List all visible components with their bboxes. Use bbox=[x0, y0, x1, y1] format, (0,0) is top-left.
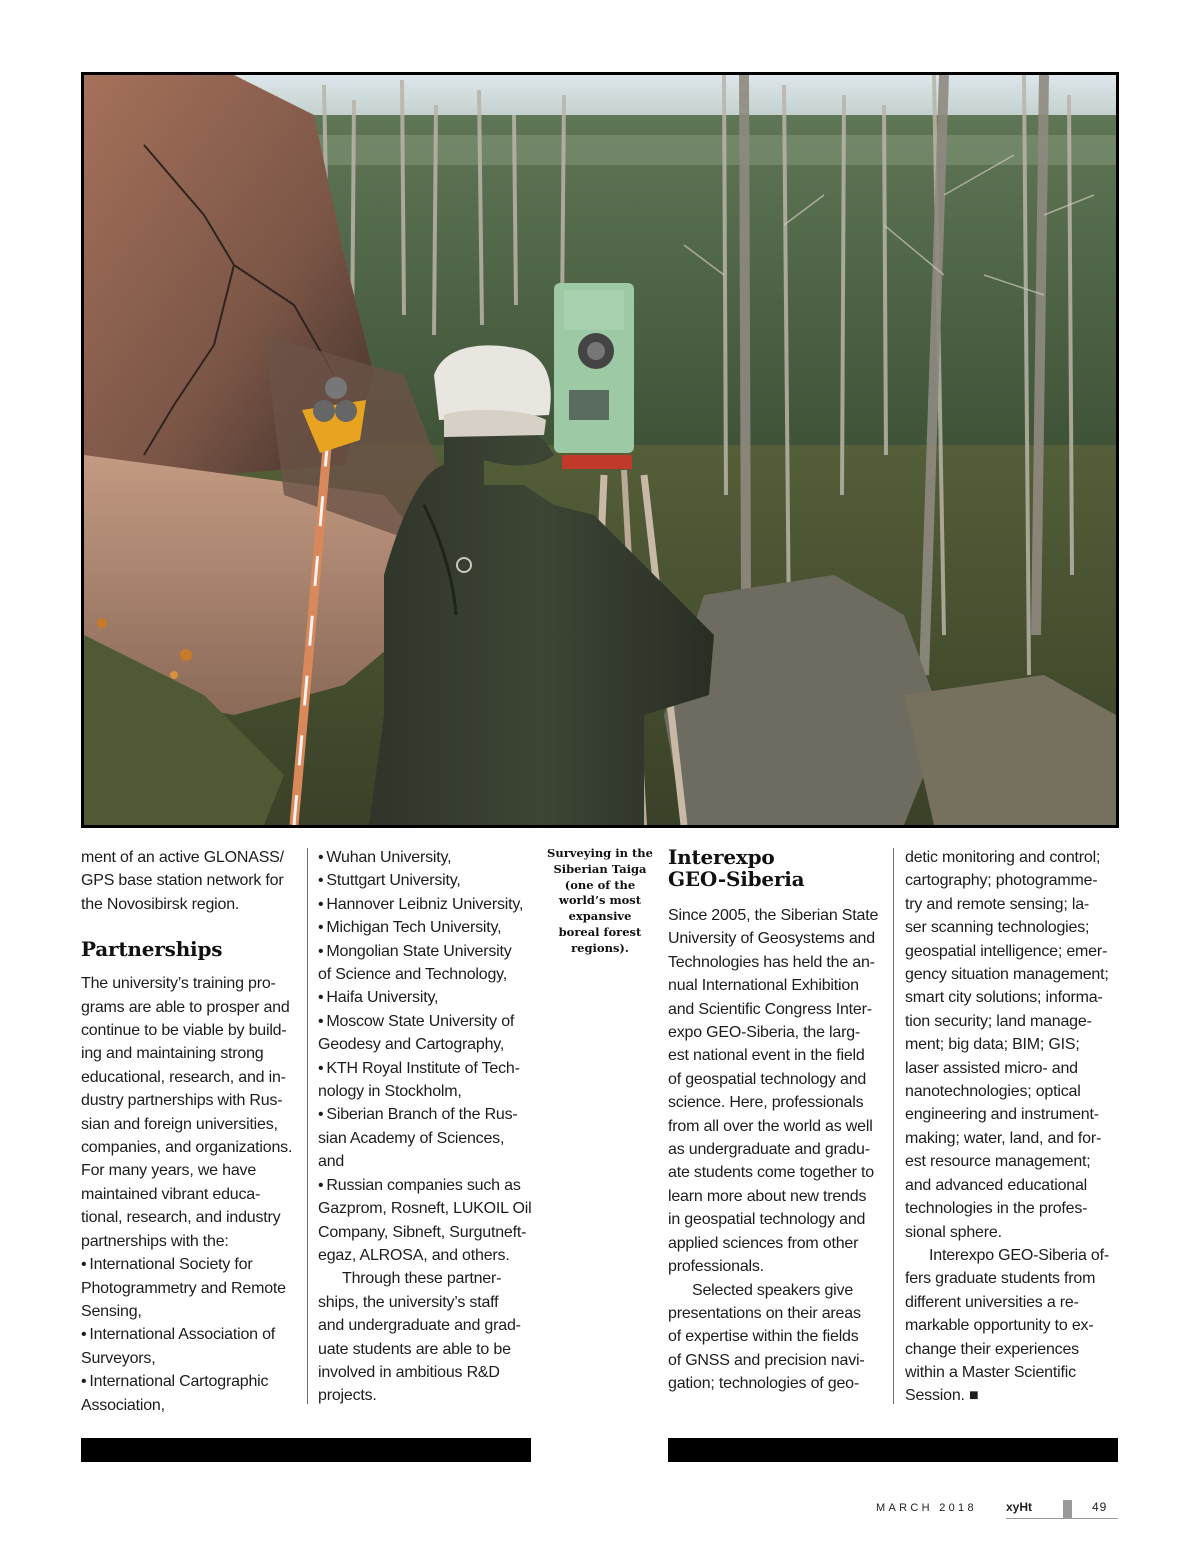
body-line: as undergraduate and gradu- bbox=[668, 1141, 870, 1159]
body-line: try and remote sensing; la- bbox=[905, 895, 1090, 913]
body-line: ment; big data; BIM; GIS; bbox=[905, 1036, 1080, 1054]
body-line: fers graduate students from bbox=[905, 1270, 1096, 1288]
list-item: • Michigan Tech University, bbox=[318, 916, 532, 939]
body-line: Selected speakers give bbox=[692, 1281, 854, 1299]
body-line: ing and maintaining strong bbox=[81, 1045, 264, 1063]
list-item: • Haifa University, bbox=[318, 986, 532, 1009]
body-line: of expertise within the fields bbox=[668, 1328, 859, 1346]
list-item-continued: Company, Sibneft, Surgutneft- bbox=[318, 1223, 527, 1241]
body-line: University of Geosystems and bbox=[668, 930, 875, 948]
body-line: the Novosibirsk region. bbox=[81, 895, 240, 913]
list-item: • International Association of bbox=[81, 1323, 297, 1346]
issue-date: MARCH 2018 bbox=[876, 1502, 977, 1514]
body-line: gency situation management; bbox=[905, 966, 1109, 984]
body-line: markable opportunity to ex- bbox=[905, 1317, 1094, 1335]
section-heading-interexpo: Interexpo bbox=[668, 845, 775, 869]
forest-survey-photo bbox=[81, 72, 1119, 828]
list-item: • Siberian Branch of the Rus- bbox=[318, 1103, 532, 1126]
body-line: science. Here, professionals bbox=[668, 1094, 864, 1112]
body-line: dustry partnerships with Rus- bbox=[81, 1092, 283, 1110]
body-line: involved in ambitious R&D bbox=[318, 1363, 500, 1381]
list-item: • Mongolian State University bbox=[318, 940, 532, 963]
section-heading-partnerships: Partnerships bbox=[81, 937, 223, 962]
photo-illustration bbox=[84, 75, 1116, 825]
end-of-article-mark: ■ bbox=[969, 1387, 979, 1405]
body-line: and undergraduate and grad- bbox=[318, 1317, 521, 1335]
section-heading-geo-siberia: GEO-Siberia bbox=[668, 867, 805, 891]
body-line: technologies in the profes- bbox=[905, 1200, 1088, 1218]
list-item-continued: of Science and Technology, bbox=[318, 966, 508, 984]
body-line: est resource management; bbox=[905, 1153, 1091, 1171]
body-line: maintained vibrant educa- bbox=[81, 1185, 261, 1203]
column-divider bbox=[307, 848, 308, 1404]
list-item-continued: egaz, ALROSA, and others. bbox=[318, 1246, 510, 1264]
text-column-3 bbox=[668, 846, 882, 1396]
body-line: projects. bbox=[318, 1387, 377, 1405]
footer-tab-mark bbox=[1063, 1500, 1072, 1518]
body-line: Technologies has held the an- bbox=[668, 953, 875, 971]
body-line: in geospatial technology and bbox=[668, 1211, 866, 1229]
body-line: and Scientific Congress Inter- bbox=[668, 1000, 872, 1018]
body-line: professionals. bbox=[668, 1258, 764, 1276]
body-line: expo GEO-Siberia, the larg- bbox=[668, 1024, 861, 1042]
column-divider bbox=[893, 848, 894, 1404]
body-text: Session. bbox=[905, 1387, 965, 1405]
body-line: different universities a re- bbox=[905, 1293, 1079, 1311]
body-line: of geospatial technology and bbox=[668, 1070, 867, 1088]
body-line: ate students come together to bbox=[668, 1164, 874, 1182]
body-line: geospatial intelligence; emer- bbox=[905, 942, 1108, 960]
body-line: sional sphere. bbox=[905, 1223, 1002, 1241]
body-line: nual International Exhibition bbox=[668, 977, 859, 995]
body-line: tion security; land manage- bbox=[905, 1012, 1092, 1030]
body-line: partnerships with the: bbox=[81, 1232, 229, 1250]
body-line: from all over the world as well bbox=[668, 1117, 873, 1135]
text-column-4 bbox=[905, 846, 1119, 1408]
list-item: • Russian companies such as bbox=[318, 1174, 532, 1197]
body-line: est national event in the field bbox=[668, 1047, 865, 1065]
body-line: gation; technologies of geo- bbox=[668, 1375, 859, 1393]
list-item: • KTH Royal Institute of Tech- bbox=[318, 1057, 532, 1080]
body-line: ser scanning technologies; bbox=[905, 919, 1090, 937]
body-line: change their experiences bbox=[905, 1340, 1079, 1358]
body-line: and advanced educational bbox=[905, 1176, 1088, 1194]
text-column-2 bbox=[318, 846, 532, 1408]
body-line: of GNSS and precision navi- bbox=[668, 1351, 865, 1369]
list-item: • Hannover Leibniz University, bbox=[318, 893, 532, 916]
body-line: Interexpo GEO-Siberia of- bbox=[929, 1246, 1109, 1264]
body-line: uate students are able to be bbox=[318, 1340, 511, 1358]
list-item: • International Society for bbox=[81, 1253, 297, 1276]
list-item: • Wuhan University, bbox=[318, 846, 532, 869]
list-item-continued: Photogrammetry and Remote bbox=[81, 1279, 286, 1297]
body-line: within a Master Scientific bbox=[905, 1363, 1076, 1381]
magazine-name: xyHt bbox=[1006, 1500, 1033, 1514]
body-line: tional, research, and industry bbox=[81, 1209, 281, 1227]
list-item-continued: sian Academy of Sciences, bbox=[318, 1129, 505, 1147]
list-item-continued: Gazprom, Rosneft, LUKOIL Oil bbox=[318, 1200, 532, 1218]
body-line: The university’s training pro- bbox=[81, 975, 276, 993]
list-item-continued: Sensing, bbox=[81, 1302, 142, 1320]
body-line: engineering and instrument- bbox=[905, 1106, 1099, 1124]
body-line-last bbox=[905, 1384, 1119, 1407]
body-line: companies, and organizations. bbox=[81, 1139, 293, 1157]
list-item-continued: Association, bbox=[81, 1396, 165, 1414]
body-line: smart city solutions; informa- bbox=[905, 989, 1103, 1007]
body-line: making; water, land, and for- bbox=[905, 1129, 1102, 1147]
photo-caption: Surveying in the Siberian Taiga (one of the world’s most expansive boreal forest regions). bbox=[547, 846, 653, 955]
list-item: • Moscow State University of bbox=[318, 1010, 532, 1033]
decorative-bar-right bbox=[668, 1438, 1118, 1462]
text-column-1 bbox=[81, 846, 297, 1417]
body-line: cartography; photogramme- bbox=[905, 872, 1098, 890]
body-line: ships, the university’s staff bbox=[318, 1293, 499, 1311]
list-item: • Stuttgart University, bbox=[318, 869, 532, 892]
body-line: educational, research, and in- bbox=[81, 1068, 286, 1086]
list-item-continued: nology in Stockholm, bbox=[318, 1083, 462, 1101]
body-line: learn more about new trends bbox=[668, 1187, 867, 1205]
list-item-continued: Geodesy and Cartography, bbox=[318, 1036, 505, 1054]
body-line: laser assisted micro- and bbox=[905, 1059, 1078, 1077]
list-item: • International Cartographic bbox=[81, 1370, 297, 1393]
body-line: nanotechnologies; optical bbox=[905, 1083, 1081, 1101]
footer-rule bbox=[1006, 1518, 1118, 1519]
body-line: For many years, we have bbox=[81, 1162, 257, 1180]
list-item-continued: and bbox=[318, 1153, 345, 1171]
body-line: sian and foreign universities, bbox=[81, 1115, 278, 1133]
body-line: detic monitoring and control; bbox=[905, 849, 1101, 866]
body-line: ment of an active GLONASS/ bbox=[81, 849, 284, 866]
page-number: 49 bbox=[1092, 1500, 1108, 1514]
decorative-bar-left bbox=[81, 1438, 531, 1462]
body-line: Since 2005, the Siberian State bbox=[668, 907, 879, 924]
body-line: presentations on their areas bbox=[668, 1304, 861, 1322]
body-line: GPS base station network for bbox=[81, 872, 284, 890]
page-footer bbox=[870, 1500, 1120, 1520]
body-line: grams are able to prosper and bbox=[81, 998, 290, 1016]
body-line: continue to be viable by build- bbox=[81, 1022, 287, 1040]
body-line: Through these partner- bbox=[342, 1270, 502, 1288]
body-line: applied sciences from other bbox=[668, 1234, 859, 1252]
list-item-continued: Surveyors, bbox=[81, 1349, 156, 1367]
